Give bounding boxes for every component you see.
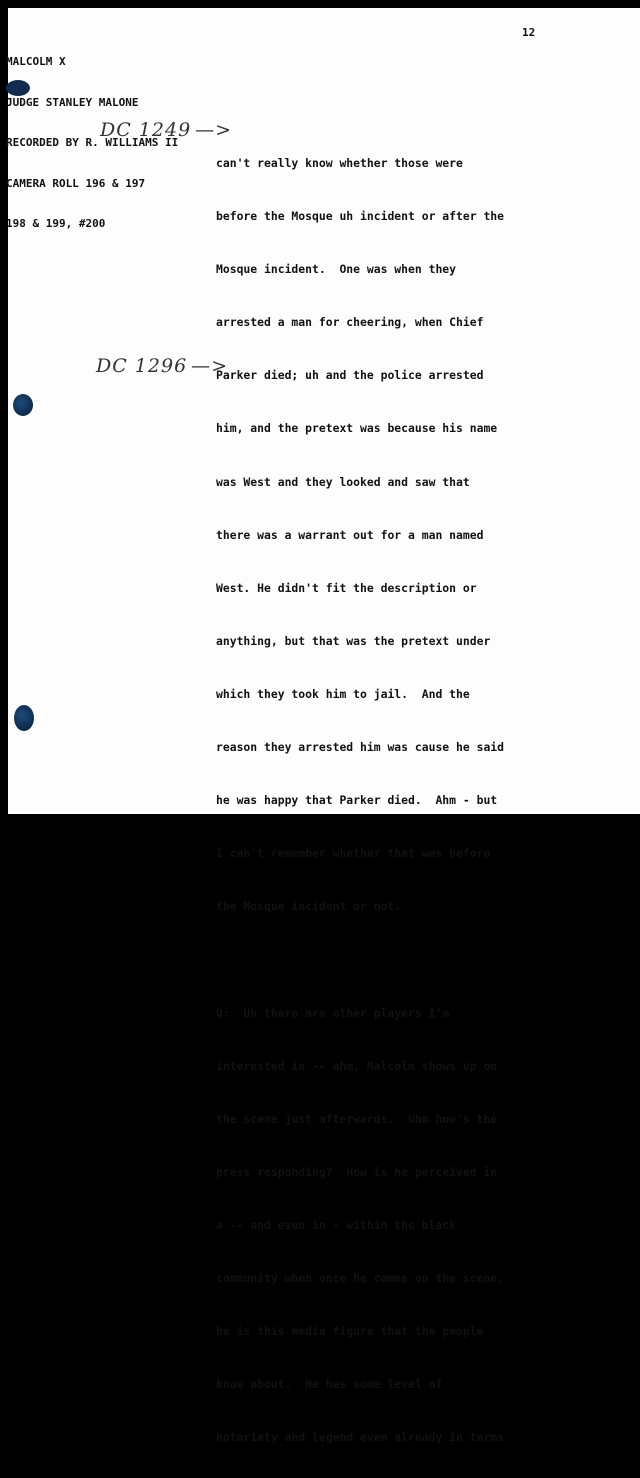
transcript-line: a -- and even in - within the black <box>216 1217 457 1232</box>
transcript-line: was West and they looked and saw that <box>216 474 470 489</box>
arrow-right-icon: —> <box>195 119 233 141</box>
transcript-line: anything, but that was the pretext under <box>216 633 491 648</box>
header-line: MALCOLM X <box>6 55 66 68</box>
transcript-line: he was happy that Parker died. Ahm - but <box>216 793 498 808</box>
page-number: 12 <box>522 26 536 39</box>
header-line: JUDGE STANLEY MALONE <box>6 95 139 109</box>
transcript-line: notoriety and legend even already in terms <box>216 1430 505 1445</box>
transcript-line: community when once he comes on the scene, <box>216 1270 505 1285</box>
transcript-line: him, and the pretext was because his name <box>216 421 498 436</box>
transcript-line: there was a warrant out for a man named <box>216 527 484 542</box>
transcript-line: Mosque incident. One was when they <box>216 262 457 277</box>
binder-hole <box>14 705 34 731</box>
header-line: CAMERA ROLL 196 & 197 <box>6 176 146 190</box>
transcript-line: before the Mosque uh incident or after the <box>216 209 505 224</box>
margin-note-label: DC 1296 <box>96 355 188 377</box>
transcript-line: West. He didn't fit the description or <box>216 580 477 595</box>
header-line: 198 & 199, #200 <box>6 217 106 230</box>
header-line: RECORDED BY R. WILLIAMS II <box>6 136 179 149</box>
transcript-line: the Mosque incident or not. <box>216 899 402 914</box>
transcript-line: he is this media figure that the people <box>216 1324 484 1339</box>
transcript-line: the scene just afterwards. Uhm how's the <box>216 1111 498 1126</box>
transcript-line: can't really know whether those were <box>216 156 463 170</box>
transcript-line: know about. He has some level of <box>216 1377 443 1392</box>
transcript-line: interested in -- ahm, Malcolm shows up on <box>216 1058 498 1073</box>
document-page <box>6 8 640 1445</box>
margin-note <box>96 355 228 377</box>
transcript-line: Parker died; uh and the police arrested <box>216 368 484 383</box>
margin-note-label: DC 1249 <box>100 119 192 141</box>
transcript-line: which they took him to jail. And the <box>216 686 470 701</box>
binder-hole <box>13 394 33 416</box>
document-header <box>6 28 178 258</box>
transcript-line: Q: Uh there are other players I'm <box>216 1005 450 1020</box>
transcript-line: arrested a man for cheering, when Chief <box>216 315 484 330</box>
ink-blot <box>6 80 30 96</box>
transcript-line: reason they arrested him was cause he said <box>216 740 505 755</box>
margin-note <box>100 119 232 141</box>
blank-line <box>216 947 504 972</box>
arrow-right-icon: —> <box>191 355 229 377</box>
transcript-line: press responding? How is he perceived in <box>216 1164 498 1179</box>
transcript-body <box>216 123 504 1478</box>
transcript-line: I can't remember whether that was before <box>216 846 491 861</box>
